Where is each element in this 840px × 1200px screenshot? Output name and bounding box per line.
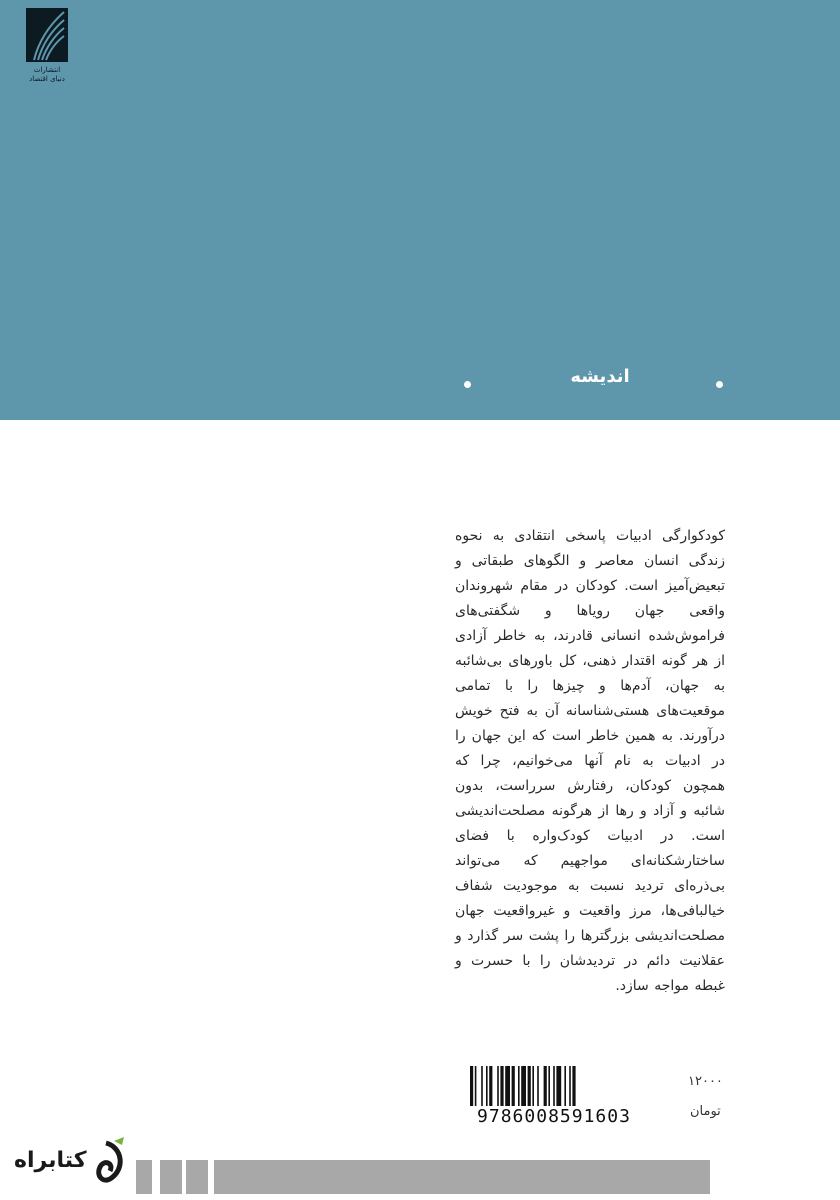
barcode-bar [548,1066,550,1106]
publisher-logo [22,4,72,90]
barcode-bar [553,1066,555,1106]
barcode-bar [470,1066,473,1106]
barcode-bar [512,1066,515,1106]
series-label: اندیشه [570,366,630,387]
barcode-bar [556,1066,561,1106]
isbn-number: 9786008591603 [466,1106,642,1127]
barcode-bars [466,1066,642,1106]
barcode-bar [569,1066,571,1106]
barcode-bar [537,1066,539,1106]
barcode-bar [505,1066,510,1106]
brand-name: کتابراه [14,1148,87,1173]
price-value: ۱۲۰۰۰ [688,1074,723,1089]
publisher-name-line2: دنیای اقتصاد [29,75,65,83]
barcode-bar [518,1066,520,1106]
barcode-bar [532,1066,534,1106]
barcode-bar [528,1066,531,1106]
series-dot-left [464,381,471,388]
bottom-bar-1 [136,1160,152,1194]
barcode-bar [500,1066,503,1106]
barcode-bar [481,1066,483,1106]
barcode-bar [486,1066,488,1106]
bottom-bar-4 [214,1160,710,1194]
barcode-bar [489,1066,492,1106]
barcode-bar [572,1066,575,1106]
series-dot-right [716,381,723,388]
barcode-bar [475,1066,477,1106]
back-cover-blurb: کودکوارگی ادبیات پاسخی انتقادی به نحوه زندگی انسان معاصر و الگوهای طبقاتی و تبعیض‌آمیز است. کودکان در مقام شهروندان واقعی جهان رویاها و شگفتی‌های فراموش‌شده انسانی قادرند، به خاطر آزادی از هر گونه اقتدار ذهنی، کل باورهای بی‌شائبه به جهان، آدم‌ها و چیزها را با تمامی موقعیت‌های هستی‌شناسانه آن به فتح خویش درآورند. به همین خاطر است که این جهان را در ادبیات به نام آنها می‌خوانیم، چرا که همچون کودکان، رفتارش سرراست، بدون شائبه و آزاد و رها از هرگونه مصلحت‌اندیشی است. در ادبیات کودک‌واره با فضای ساختارشکنانه‌ای مواجهیم که می‌تواند بی‌ذره‌ای تردید نسبت به موجودیت شفاف خیالبافی‌ها، مرز واقعیت و غیرواقعیت جهان مصلحت‌اندیشی بزرگترها را پشت سر گذارد و عقلانیت دائم در تردیدشان را با حسرت و غبطه مواجه سازد. [455,528,725,994]
publisher-name-line1: انتشارات [33,66,61,74]
barcode-bar [564,1066,566,1106]
cover-top-band [0,0,840,420]
bottom-bar-2 [160,1160,182,1194]
barcode-bar [544,1066,547,1106]
price-currency: تومان [690,1104,721,1119]
publisher-book-icon [22,4,72,66]
publisher-name [17,66,77,84]
barcode-bar [497,1066,499,1106]
barcode-bar [521,1066,526,1106]
bottom-bar-3 [186,1160,208,1194]
